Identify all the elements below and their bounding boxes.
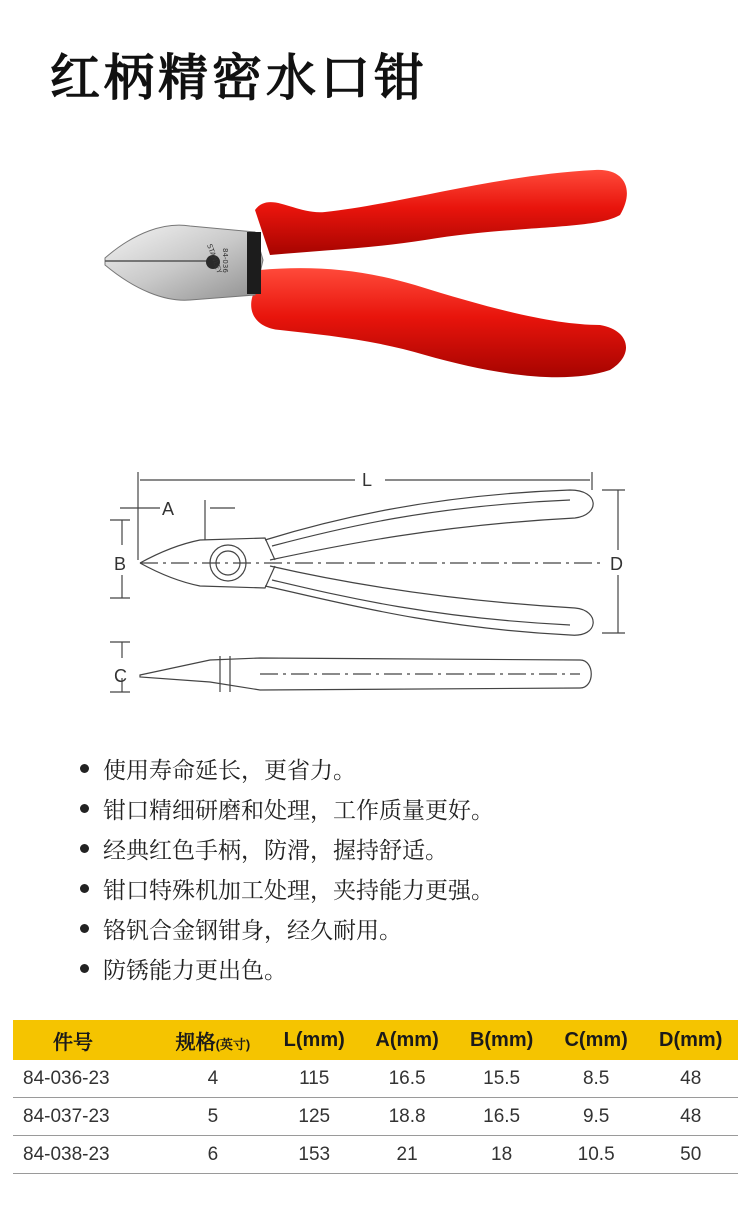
spec-table — [13, 1020, 738, 1174]
feature-item: 铬钒合金钢钳身，经久耐用。 — [80, 908, 494, 948]
feature-item: 钳口精细研磨和处理，工作质量更好。 — [80, 788, 494, 828]
dim-label-b: B — [114, 554, 127, 574]
model-mark: 84-036 — [221, 248, 229, 273]
table-row: 84-036-23 4 115 16.5 15.5 8.5 48 — [13, 1060, 738, 1098]
bullet-icon — [80, 844, 89, 853]
bullet-icon — [80, 804, 89, 813]
feature-item: 经典红色手柄，防滑，握持舒适。 — [80, 828, 494, 868]
col-header-b: B(mm) — [454, 1020, 549, 1060]
feature-item: 使用寿命延长，更省力。 — [80, 748, 494, 788]
table-row: 84-038-23 6 153 21 18 10.5 50 — [13, 1136, 738, 1174]
bullet-icon — [80, 924, 89, 933]
col-header-part-no: 件号 — [13, 1020, 157, 1060]
pliers-photo — [95, 160, 655, 400]
page-title: 红柄精密水口钳 — [50, 49, 428, 107]
dim-label-a: A — [162, 499, 175, 519]
col-header-d: D(mm) — [643, 1020, 738, 1060]
feature-item: 防锈能力更出色。 — [80, 948, 494, 988]
col-header-l: L(mm) — [269, 1020, 360, 1060]
dimension-diagram — [100, 460, 660, 720]
feature-item: 钳口特殊机加工处理，夹持能力更强。 — [80, 868, 494, 908]
dim-label-l: L — [362, 470, 373, 490]
brand-mark: STANLEY — [205, 242, 224, 275]
dim-label-c: C — [114, 666, 127, 686]
dim-label-d: D — [610, 554, 623, 574]
col-header-c: C(mm) — [549, 1020, 644, 1060]
bullet-icon — [80, 964, 89, 973]
bullet-icon — [80, 884, 89, 893]
feature-list — [80, 748, 494, 988]
col-header-a: A(mm) — [360, 1020, 455, 1060]
bullet-icon — [80, 764, 89, 773]
col-header-spec: 规格(英寸) — [157, 1020, 268, 1060]
table-row: 84-037-23 5 125 18.8 16.5 9.5 48 — [13, 1098, 738, 1136]
table-header-row — [13, 1020, 738, 1060]
